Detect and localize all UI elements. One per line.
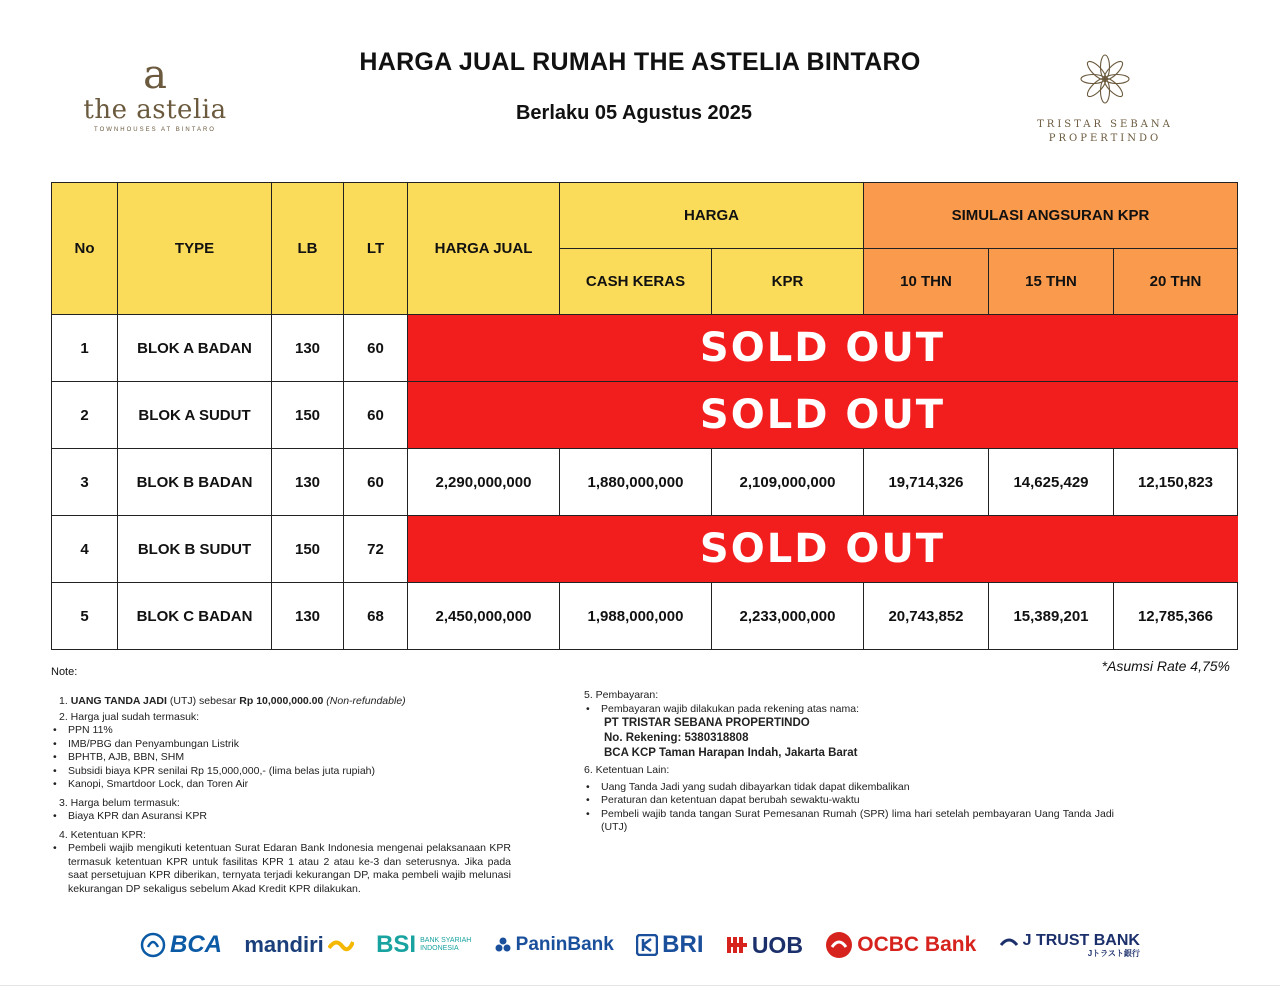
list-item: • Pembayaran wajib dilakukan pada rekening atas nama: <box>584 703 1114 717</box>
cell-kpr: 2,233,000,000 <box>712 583 864 650</box>
paninbank-logo: PaninBank <box>494 934 614 956</box>
rate-assumption: *Asumsi Rate 4,75% <box>1101 658 1230 674</box>
sold-out-banner: SOLD OUT <box>408 516 1238 583</box>
cell-cash-keras: 1,880,000,000 <box>560 449 712 516</box>
note-4: 4. Ketentuan KPR: <box>59 828 146 841</box>
cell-type: BLOK A BADAN <box>118 315 272 382</box>
sold-out-banner: SOLD OUT <box>408 315 1238 382</box>
table-row <box>52 583 1238 650</box>
ocbc-logo: OCBC Bank <box>825 931 976 959</box>
ocbc-emblem-icon <box>825 931 853 959</box>
list-item: • Pembeli wajib mengikuti ketentuan Surat Edaran Bank Indonesia mengenai pelaksanaan KPR termasuk ketentuan KPR untuk fasilitas KPR 1 atau 2 atau ke-3 dan seterusnya. Jika pada saat persetujuan KPR diberikan, ternyata terjadi kekurangan DP, maka pembeli wajib melunasi kekurangan DP sekaligus sebelum Akad Kredit KPR dilakukan. <box>51 842 511 896</box>
bri-emblem-icon <box>636 934 658 956</box>
cell-lt: 68 <box>344 583 408 650</box>
cell-no: 4 <box>52 516 118 583</box>
list-item: • Biaya KPR dan Asuransi KPR <box>51 810 511 824</box>
header-kpr: KPR <box>712 249 864 315</box>
header-lb: LB <box>272 183 344 315</box>
astelia-logo-tagline: TOWNHOUSES AT BINTARO <box>94 127 216 133</box>
header-15-thn: 15 THN <box>989 249 1114 315</box>
note-6: 6. Ketentuan Lain: <box>584 764 670 776</box>
account-bank: BCA KCP Taman Harapan Indah, Jakarta Barat <box>604 747 858 759</box>
uob-emblem-icon <box>726 934 748 956</box>
cell-kpr: 2,109,000,000 <box>712 449 864 516</box>
page-subtitle: Berlaku 05 Agustus 2025 <box>515 102 753 124</box>
notes-right-column <box>584 689 1114 835</box>
header-10-thn: 10 THN <box>864 249 989 315</box>
cell-no: 1 <box>52 315 118 382</box>
cell-type: BLOK B SUDUT <box>118 516 272 583</box>
header-type: TYPE <box>118 183 272 315</box>
cell-no: 3 <box>52 449 118 516</box>
cell-20-thn: 12,785,366 <box>1114 583 1238 650</box>
cell-lb: 150 <box>272 382 344 449</box>
bank-logos <box>140 925 1140 965</box>
panin-emblem-icon <box>494 936 512 954</box>
mandiri-logo: mandiri <box>244 932 353 958</box>
astelia-logo-name: the astelia <box>83 95 227 125</box>
astelia-logo <box>70 52 240 133</box>
cell-type: BLOK C BADAN <box>118 583 272 650</box>
header-20-thn: 20 THN <box>1114 249 1238 315</box>
list-item: • Kanopi, Smartdoor Lock, dan Toren Air <box>51 778 511 792</box>
cell-lt: 60 <box>344 382 408 449</box>
divider <box>0 985 1280 986</box>
table-row <box>52 516 1238 583</box>
page-title: HARGA JUAL RUMAH THE ASTELIA BINTARO <box>359 48 921 76</box>
uob-logo: UOB <box>726 932 803 959</box>
cell-lb: 130 <box>272 449 344 516</box>
list-item: • Uang Tanda Jadi yang sudah dibayarkan tidak dapat dikembalikan <box>584 781 1114 795</box>
cell-15-thn: 15,389,201 <box>989 583 1114 650</box>
note-label: Note: <box>51 666 78 678</box>
cell-no: 5 <box>52 583 118 650</box>
notes-left-column <box>51 693 511 896</box>
cell-lb: 150 <box>272 516 344 583</box>
list-item: • Pembeli wajib tanda tangan Surat Pemesanan Rumah (SPR) lima hari setelah pembayaran Uang Tanda Jadi (UTJ) <box>584 808 1114 835</box>
list-item: • IMB/PBG dan Penyambungan Listrik <box>51 738 511 752</box>
cell-lb: 130 <box>272 583 344 650</box>
note-1: 1. UANG TANDA JADI (UTJ) sebesar Rp 10,000,000.00 (Non-refundable) <box>59 695 406 707</box>
cell-lt: 60 <box>344 315 408 382</box>
bri-logo: BRI <box>636 931 703 959</box>
header-simulasi: SIMULASI ANGSURAN KPR <box>864 183 1238 249</box>
account-number: No. Rekening: 5380318808 <box>604 732 749 744</box>
account-name: PT TRISTAR SEBANA PROPERTINDO <box>604 717 810 729</box>
mandiri-wave-icon <box>328 938 354 952</box>
jtrust-logo: J TRUST BANK Jトラスト銀行 <box>999 932 1140 958</box>
jtrust-emblem-icon <box>999 935 1019 955</box>
note-3: 3. Harga belum termasuk: <box>59 796 180 809</box>
bca-emblem-icon <box>140 932 166 958</box>
table-row <box>52 382 1238 449</box>
table-row <box>52 449 1238 516</box>
cell-type: BLOK A SUDUT <box>118 382 272 449</box>
list-item: • Subsidi biaya KPR senilai Rp 15,000,000,- (lima belas juta rupiah) <box>51 765 511 779</box>
sold-out-banner: SOLD OUT <box>408 382 1238 449</box>
note-5: 5. Pembayaran: <box>584 689 659 701</box>
cell-lb: 130 <box>272 315 344 382</box>
note-2: 2. Harga jual sudah termasuk: <box>59 710 200 723</box>
header-lt: LT <box>344 183 408 315</box>
cell-lt: 72 <box>344 516 408 583</box>
header-cash-keras: CASH KERAS <box>560 249 712 315</box>
header-harga-jual: HARGA JUAL <box>408 183 560 315</box>
cell-15-thn: 14,625,429 <box>989 449 1114 516</box>
list-item: • PPN 11% <box>51 724 511 738</box>
cell-no: 2 <box>52 382 118 449</box>
cell-20-thn: 12,150,823 <box>1114 449 1238 516</box>
cell-lt: 60 <box>344 449 408 516</box>
tristar-logo-line2: PROPERTINDO <box>1048 133 1162 144</box>
header-harga: HARGA <box>560 183 864 249</box>
astelia-logo-letter: a <box>143 52 167 98</box>
tristar-logo <box>1030 52 1180 144</box>
bca-logo: BCA <box>140 931 222 959</box>
cell-10-thn: 20,743,852 <box>864 583 989 650</box>
bsi-logo: BSI BANK SYARIAH INDONESIA <box>376 931 472 958</box>
list-item: • BPHTB, AJB, BBN, SHM <box>51 751 511 765</box>
table-row <box>52 315 1238 382</box>
list-item: • Peraturan dan ketentuan dapat berubah sewaktu-waktu <box>584 794 1114 808</box>
cell-harga-jual: 2,290,000,000 <box>408 449 560 516</box>
cell-harga-jual: 2,450,000,000 <box>408 583 560 650</box>
cell-10-thn: 19,714,326 <box>864 449 989 516</box>
tristar-logo-line1: TRISTAR SEBANA <box>1037 119 1173 130</box>
price-table <box>51 182 1238 650</box>
star-flower-icon <box>1078 52 1132 106</box>
cell-type: BLOK B BADAN <box>118 449 272 516</box>
header-no: No <box>52 183 118 315</box>
cell-cash-keras: 1,988,000,000 <box>560 583 712 650</box>
